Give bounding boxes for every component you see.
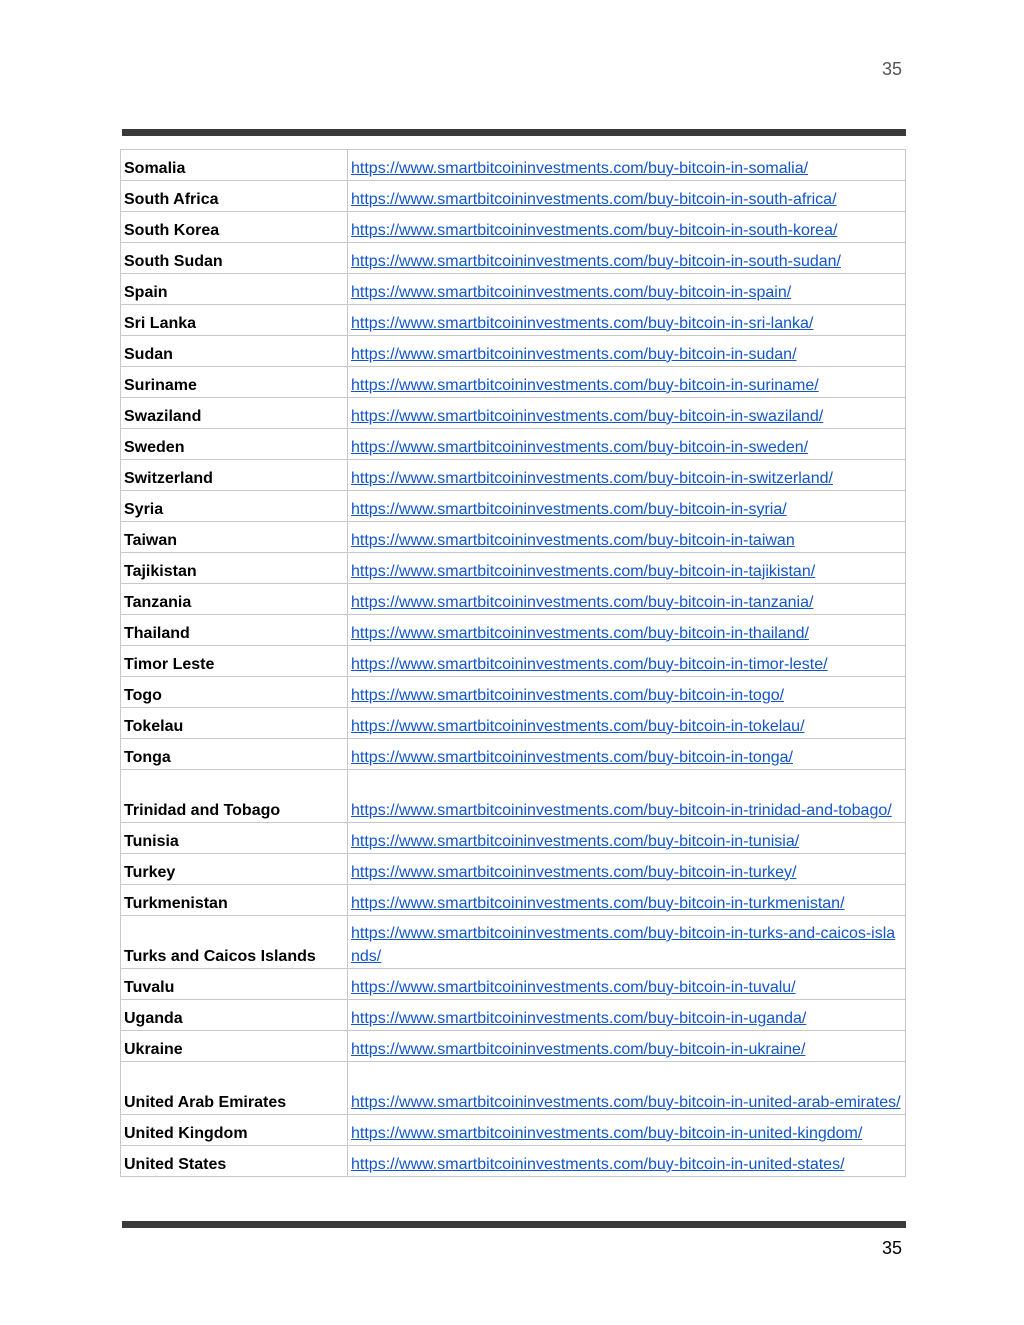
link-cell (348, 885, 906, 916)
country-name: South Africa (121, 181, 348, 212)
country-name: Tuvalu (121, 969, 348, 1000)
table-row (121, 739, 906, 770)
country-link-table (120, 149, 906, 1177)
country-link[interactable]: https://www.smartbitcoininvestments.com/buy-bitcoin-in-south-korea/ (351, 221, 838, 239)
country-link[interactable]: https://www.smartbitcoininvestments.com/buy-bitcoin-in-united-kingdom/ (351, 1124, 863, 1142)
table-row (121, 584, 906, 615)
page-number-top: 35 (881, 59, 902, 79)
country-name: Trinidad and Tobago (121, 770, 348, 823)
table-row (121, 212, 906, 243)
country-name: Thailand (121, 615, 348, 646)
country-link[interactable]: https://www.smartbitcoininvestments.com/buy-bitcoin-in-timor-leste/ (351, 655, 828, 673)
country-name: Turkmenistan (121, 885, 348, 916)
country-link[interactable]: https://www.smartbitcoininvestments.com/buy-bitcoin-in-turks-and-caicos-islands/ (351, 925, 896, 965)
link-cell (348, 969, 906, 1000)
link-cell (348, 739, 906, 770)
table-row (121, 1000, 906, 1031)
table-row (121, 1146, 906, 1177)
table-row (121, 708, 906, 739)
link-cell (348, 181, 906, 212)
country-name: Switzerland (121, 460, 348, 491)
table-row (121, 367, 906, 398)
link-cell (348, 336, 906, 367)
link-cell (348, 677, 906, 708)
country-link[interactable]: https://www.smartbitcoininvestments.com/buy-bitcoin-in-suriname/ (351, 376, 819, 394)
table-row (121, 1115, 906, 1146)
country-link[interactable]: https://www.smartbitcoininvestments.com/buy-bitcoin-in-trinidad-and-tobago/ (351, 801, 892, 819)
country-link[interactable]: https://www.smartbitcoininvestments.com/buy-bitcoin-in-tokelau/ (351, 717, 805, 735)
table-row (121, 398, 906, 429)
country-link[interactable]: https://www.smartbitcoininvestments.com/buy-bitcoin-in-tunisia/ (351, 832, 800, 850)
country-name: United States (121, 1146, 348, 1177)
table-row (121, 429, 906, 460)
country-name: Sweden (121, 429, 348, 460)
link-cell (348, 491, 906, 522)
link-cell (348, 823, 906, 854)
country-name: Tonga (121, 739, 348, 770)
country-name: Uganda (121, 1000, 348, 1031)
country-link[interactable]: https://www.smartbitcoininvestments.com/buy-bitcoin-in-sri-lanka/ (351, 314, 814, 332)
country-name: Tajikistan (121, 553, 348, 584)
country-link[interactable]: https://www.smartbitcoininvestments.com/buy-bitcoin-in-united-states/ (351, 1155, 845, 1173)
country-name: Taiwan (121, 522, 348, 553)
table-row (121, 522, 906, 553)
table-row (121, 1031, 906, 1062)
link-cell (348, 367, 906, 398)
country-link[interactable]: https://www.smartbitcoininvestments.com/buy-bitcoin-in-tajikistan/ (351, 562, 816, 580)
country-name: Sudan (121, 336, 348, 367)
table-row (121, 1062, 906, 1115)
country-link[interactable]: https://www.smartbitcoininvestments.com/buy-bitcoin-in-thailand/ (351, 624, 809, 642)
link-cell (348, 1146, 906, 1177)
country-link[interactable]: https://www.smartbitcoininvestments.com/buy-bitcoin-in-united-arab-emirates/ (351, 1093, 901, 1111)
table-row (121, 677, 906, 708)
link-cell (348, 770, 906, 823)
link-cell (348, 398, 906, 429)
link-cell (348, 584, 906, 615)
table-row (121, 823, 906, 854)
country-link[interactable]: https://www.smartbitcoininvestments.com/buy-bitcoin-in-spain/ (351, 283, 792, 301)
link-cell (348, 916, 906, 969)
table-row (121, 969, 906, 1000)
country-name: South Sudan (121, 243, 348, 274)
country-link[interactable]: https://www.smartbitcoininvestments.com/buy-bitcoin-in-turkmenistan/ (351, 894, 845, 912)
header-rule (122, 129, 906, 136)
table-row (121, 243, 906, 274)
country-link[interactable]: https://www.smartbitcoininvestments.com/buy-bitcoin-in-ukraine/ (351, 1040, 806, 1058)
link-cell (348, 708, 906, 739)
country-name: Turks and Caicos Islands (121, 916, 348, 969)
country-link[interactable]: https://www.smartbitcoininvestments.com/buy-bitcoin-in-sudan/ (351, 345, 797, 363)
country-name: Syria (121, 491, 348, 522)
country-link[interactable]: https://www.smartbitcoininvestments.com/buy-bitcoin-in-turkey/ (351, 863, 797, 881)
country-link[interactable]: https://www.smartbitcoininvestments.com/buy-bitcoin-in-uganda/ (351, 1009, 807, 1027)
table-row (121, 916, 906, 969)
link-cell (348, 1031, 906, 1062)
country-name: Somalia (121, 150, 348, 181)
link-cell (348, 212, 906, 243)
country-link[interactable]: https://www.smartbitcoininvestments.com/buy-bitcoin-in-south-sudan/ (351, 252, 841, 270)
link-cell (348, 460, 906, 491)
table-row (121, 181, 906, 212)
country-name: Timor Leste (121, 646, 348, 677)
table-row (121, 336, 906, 367)
link-cell (348, 305, 906, 336)
link-cell (348, 1115, 906, 1146)
country-link[interactable]: https://www.smartbitcoininvestments.com/buy-bitcoin-in-somalia/ (351, 159, 809, 177)
country-name: Turkey (121, 854, 348, 885)
country-link[interactable]: https://www.smartbitcoininvestments.com/buy-bitcoin-in-syria/ (351, 500, 787, 518)
link-cell (348, 615, 906, 646)
country-name: Suriname (121, 367, 348, 398)
table-row (121, 553, 906, 584)
country-link[interactable]: https://www.smartbitcoininvestments.com/buy-bitcoin-in-south-africa/ (351, 190, 837, 208)
table-row (121, 646, 906, 677)
country-name: Ukraine (121, 1031, 348, 1062)
link-cell (348, 854, 906, 885)
country-link[interactable]: https://www.smartbitcoininvestments.com/buy-bitcoin-in-tonga/ (351, 748, 793, 766)
country-link[interactable]: https://www.smartbitcoininvestments.com/buy-bitcoin-in-swaziland/ (351, 407, 824, 425)
country-name: Tunisia (121, 823, 348, 854)
country-name: United Arab Emirates (121, 1062, 348, 1115)
country-link[interactable]: https://www.smartbitcoininvestments.com/buy-bitcoin-in-sweden/ (351, 438, 809, 456)
link-cell (348, 553, 906, 584)
country-link[interactable]: https://www.smartbitcoininvestments.com/buy-bitcoin-in-tanzania/ (351, 593, 814, 611)
link-cell (348, 522, 906, 553)
link-cell (348, 1062, 906, 1115)
table-row (121, 770, 906, 823)
link-cell (348, 243, 906, 274)
table-row (121, 274, 906, 305)
link-cell (348, 150, 906, 181)
country-name: Tanzania (121, 584, 348, 615)
table-row (121, 305, 906, 336)
country-name: Spain (121, 274, 348, 305)
table-row (121, 615, 906, 646)
country-link[interactable]: https://www.smartbitcoininvestments.com/buy-bitcoin-in-taiwan (351, 531, 795, 549)
page-number-bottom: 35 (881, 1238, 902, 1258)
link-cell (348, 646, 906, 677)
table-row (121, 885, 906, 916)
country-name: Sri Lanka (121, 305, 348, 336)
link-cell (348, 274, 906, 305)
table-row (121, 491, 906, 522)
country-name: Togo (121, 677, 348, 708)
country-link[interactable]: https://www.smartbitcoininvestments.com/buy-bitcoin-in-tuvalu/ (351, 978, 796, 996)
link-cell (348, 429, 906, 460)
table-row (121, 854, 906, 885)
table-row (121, 460, 906, 491)
country-name: South Korea (121, 212, 348, 243)
country-name: United Kingdom (121, 1115, 348, 1146)
table-body (121, 150, 906, 1177)
country-link[interactable]: https://www.smartbitcoininvestments.com/buy-bitcoin-in-switzerland/ (351, 469, 833, 487)
country-name: Tokelau (121, 708, 348, 739)
country-name: Swaziland (121, 398, 348, 429)
table-row (121, 150, 906, 181)
footer-rule (122, 1221, 906, 1228)
link-cell (348, 1000, 906, 1031)
country-link[interactable]: https://www.smartbitcoininvestments.com/buy-bitcoin-in-togo/ (351, 686, 785, 704)
